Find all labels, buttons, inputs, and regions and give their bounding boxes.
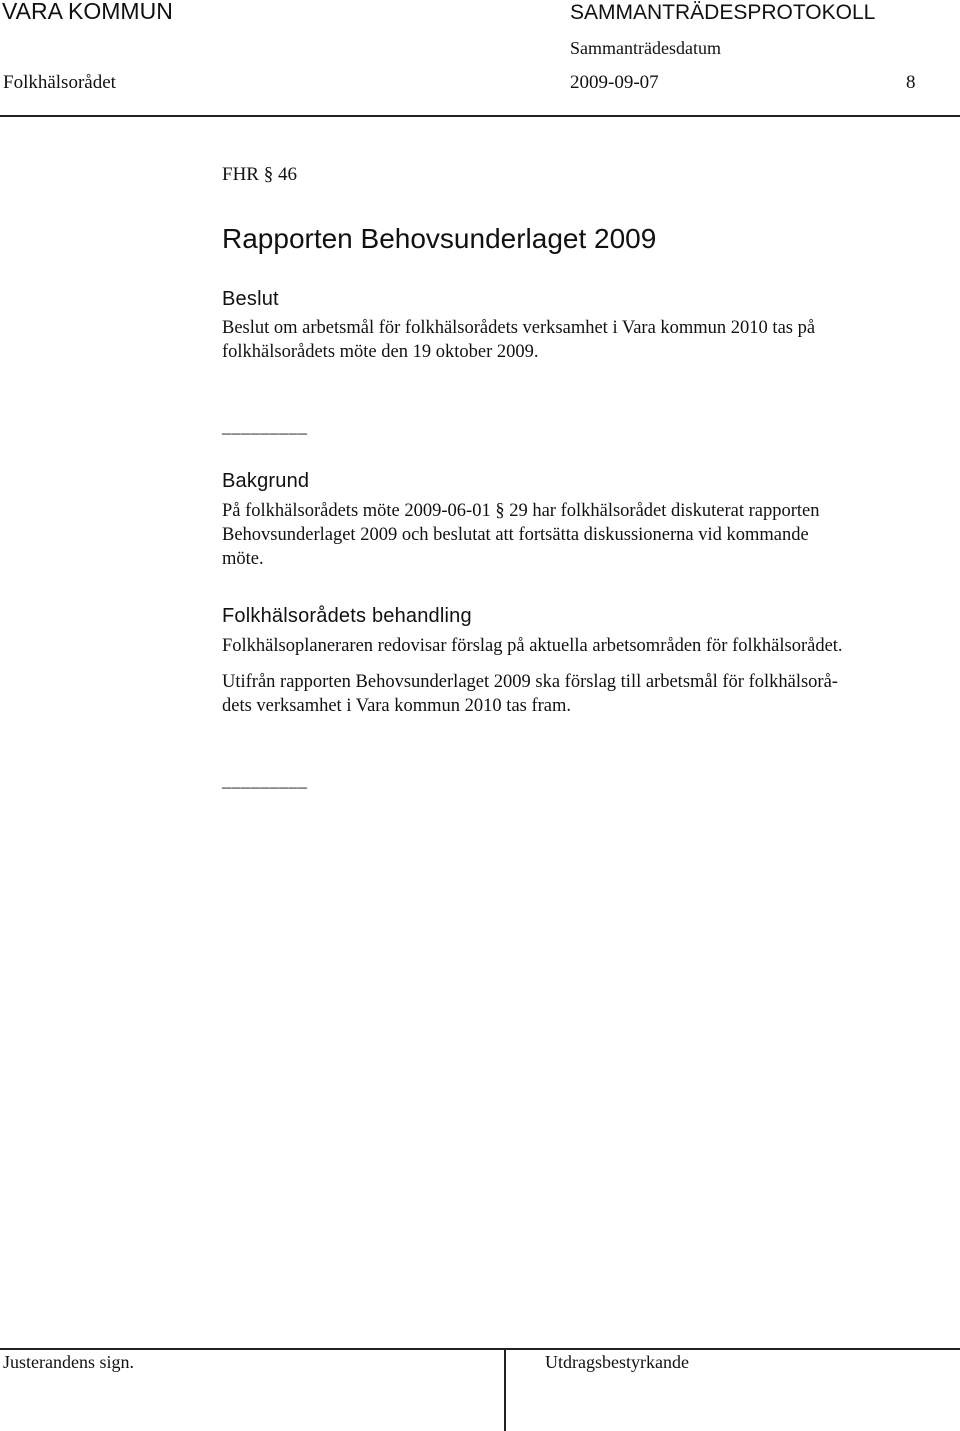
footer-divider bbox=[0, 1348, 960, 1350]
handling-line-2: dets verksamhet i Vara kommun 2010 tas fram. bbox=[222, 696, 572, 716]
organization-name: VARA KOMMUN bbox=[2, 0, 173, 24]
section-divider-2: _________ bbox=[222, 770, 308, 790]
committee-name: Folkhälsorådet bbox=[3, 72, 116, 93]
background-heading: Bakgrund bbox=[222, 470, 310, 492]
document-type: SAMMANTRÄDESPROTOKOLL bbox=[570, 1, 876, 24]
paragraph-reference: FHR § 46 bbox=[222, 164, 297, 185]
handling-paragraph-2 bbox=[222, 670, 942, 718]
decision-heading: Beslut bbox=[222, 288, 279, 310]
page-number: 8 bbox=[906, 72, 916, 93]
background-line-2: Behovsunderlaget 2009 och beslutat att fortsätta diskussionerna vid kommande bbox=[222, 525, 809, 545]
adjuster-signature-label: Justerandens sign. bbox=[3, 1352, 134, 1372]
handling-paragraph-1: Folkhälsoplaneraren redovisar förslag på aktuella arbetsområden för folkhälsorådet. bbox=[222, 636, 843, 656]
decision-text bbox=[222, 316, 942, 364]
background-line-3: möte. bbox=[222, 549, 264, 569]
meeting-date-label: Sammanträdesdatum bbox=[570, 38, 721, 58]
decision-line-1: Beslut om arbetsmål för folkhälsorådets verksamhet i Vara kommun 2010 tas på bbox=[222, 318, 816, 338]
footer-column-separator bbox=[504, 1349, 506, 1431]
extract-certification-label: Utdragsbestyrkande bbox=[545, 1352, 689, 1372]
handling-heading: Folkhälsorådets behandling bbox=[222, 605, 472, 627]
section-divider-1: _________ bbox=[222, 416, 308, 436]
meeting-date: 2009-09-07 bbox=[570, 72, 659, 93]
background-text bbox=[222, 499, 942, 571]
background-line-1: På folkhälsorådets möte 2009-06-01 § 29 har folkhälsorådet diskuterat rapporten bbox=[222, 501, 820, 521]
handling-line-1: Utifrån rapporten Behovsunderlaget 2009 ska förslag till arbetsmål för folkhälsorå- bbox=[222, 672, 838, 692]
item-title: Rapporten Behovsunderlaget 2009 bbox=[222, 223, 657, 254]
decision-line-2: folkhälsorådets möte den 19 oktober 2009. bbox=[222, 342, 539, 362]
header-divider bbox=[0, 115, 960, 117]
